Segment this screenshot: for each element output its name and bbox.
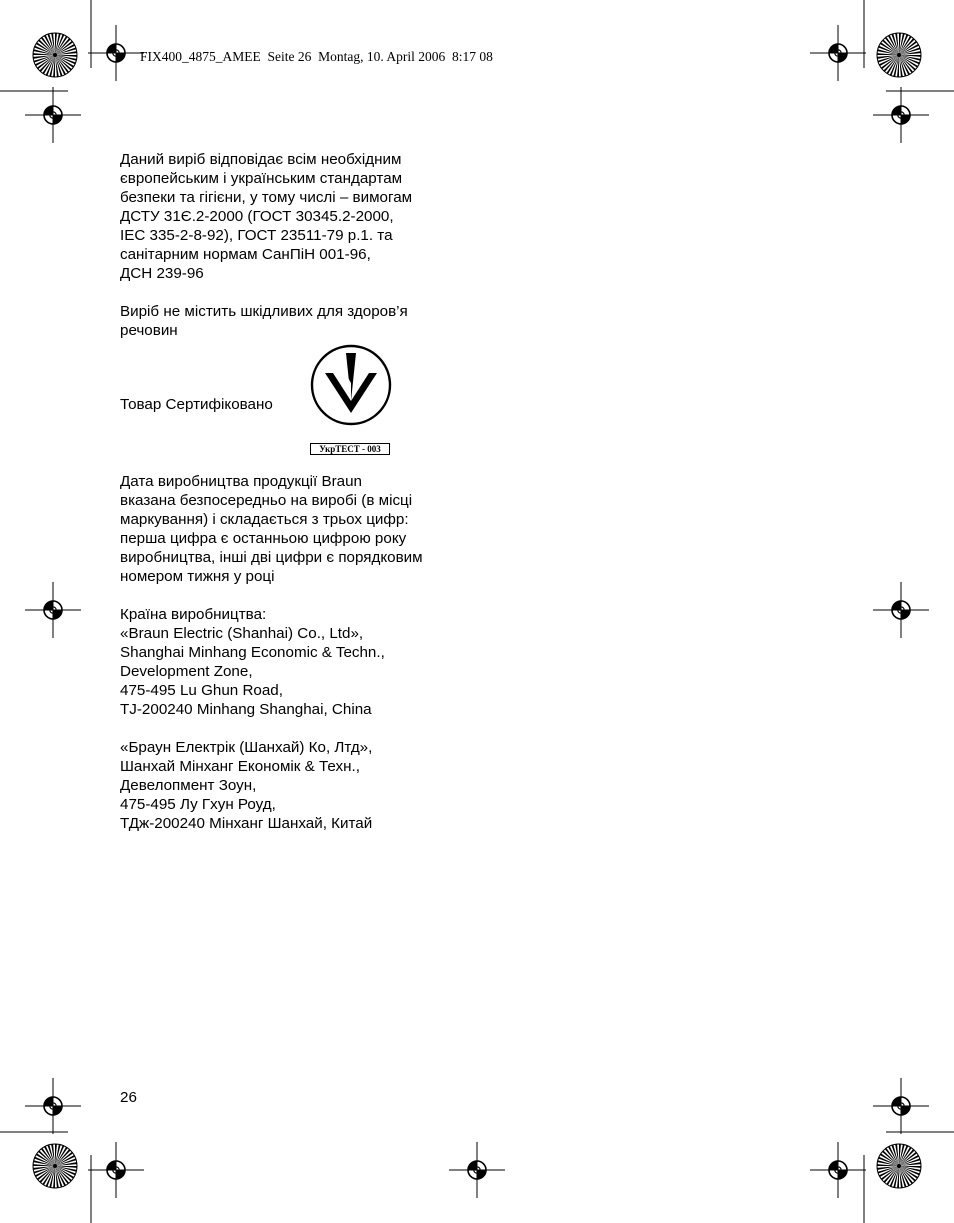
text-line: Виріб не містить шкідливих для здоров’я (120, 303, 408, 320)
origin-latin-paragraph (120, 605, 385, 719)
text-line: 475-495 Лу Гхун Роуд, (120, 796, 276, 813)
text-line: вказана безпосередньо на виробі (в місці (120, 492, 413, 509)
text-line: ДСТУ 31Є.2-2000 (ГОСТ 30345.2-2000, (120, 208, 394, 225)
safety-paragraph (120, 302, 408, 340)
text-line: ДСН 239-96 (120, 265, 204, 282)
print-slug-line: FIX400_4875_AMEE Seite 26 Montag, 10. April 2006 8:17 08 (140, 49, 493, 64)
production-date-paragraph (120, 472, 423, 586)
star-target (877, 33, 921, 77)
compliance-paragraph (120, 150, 412, 283)
certification-code: УкрТЕСТ - 003 (310, 443, 390, 455)
origin-cyrillic-paragraph (120, 738, 372, 833)
text-line: маркування) і складається з трьох цифр: (120, 511, 409, 528)
text-line: Дата виробництва продукції Braun (120, 473, 363, 490)
text-line: безпеки та гігієни, у тому числі – вимогам (120, 189, 413, 206)
text-line: європейським і українським стандартам (120, 170, 403, 187)
text-line: IEC 335-2-8-92), ГОСТ 23511-79 р.1. та (120, 227, 393, 244)
text-line: виробництва, інші дві цифри є порядковим (120, 549, 423, 566)
text-line: речовин (120, 322, 178, 339)
text-line: Країна виробництва: (120, 606, 267, 623)
star-target (877, 1144, 921, 1188)
text-line: ТДж-200240 Мінханг Шанхай, Китай (120, 815, 373, 832)
text-line: Шанхай Мінханг Економік & Техн., (120, 758, 360, 775)
page-number: 26 (120, 1089, 137, 1106)
text-line: 475-495 Lu Ghun Road, (120, 682, 283, 699)
text-line: Shanghai Minhang Economic & Techn., (120, 644, 385, 661)
text-line: номером тижня у році (120, 568, 275, 585)
ukrtest-certification-mark (309, 343, 393, 427)
star-target (33, 1144, 77, 1188)
text-line: «Braun Electric (Shanhai) Co., Ltd», (120, 625, 364, 642)
text-line: Даний виріб відповідає всім необхідним (120, 151, 402, 168)
text-line: санітарним нормам СанПіН 001-96, (120, 246, 371, 263)
certification-label: Товар Сертифіковано (120, 396, 273, 413)
text-line: Девелопмент Зоун, (120, 777, 257, 794)
text-line: TJ-200240 Minhang Shanghai, China (120, 701, 372, 718)
text-line: перша цифра є останньою цифрою року (120, 530, 407, 547)
star-target (33, 33, 77, 77)
text-line: Development Zone, (120, 663, 253, 680)
text-line: «Браун Електрік (Шанхай) Ко, Лтд», (120, 739, 373, 756)
